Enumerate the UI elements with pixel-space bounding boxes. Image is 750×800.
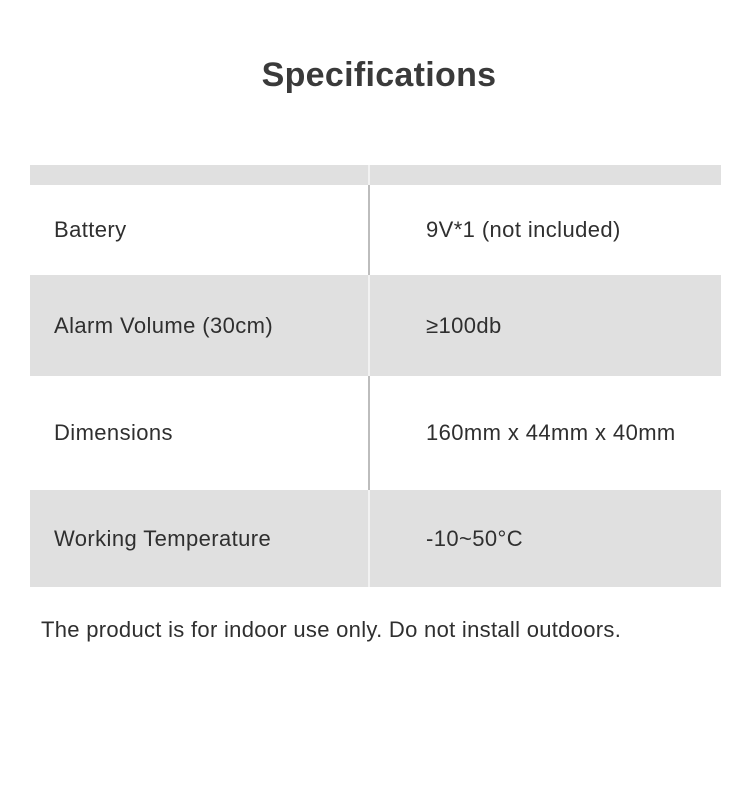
page-title: Specifications	[261, 56, 497, 94]
spec-label: Alarm Volume (30cm)	[30, 275, 370, 376]
table-row-working-temperature	[30, 490, 721, 587]
table-header-row	[30, 165, 721, 185]
spec-value: -10~50°C	[426, 525, 524, 551]
table-row-alarm-volume	[30, 275, 721, 376]
spec-label: Dimensions	[30, 376, 370, 490]
spec-label: Working Temperature	[30, 490, 370, 587]
header-cell-label	[30, 165, 370, 185]
spec-label: Battery	[30, 185, 370, 275]
spec-value: ≥100db	[426, 312, 502, 338]
indoor-use-note: The product is for indoor use only. Do not install outdoors.	[41, 617, 622, 642]
spec-value: 160mm x 44mm x 40mm	[426, 420, 676, 445]
table-row-dimensions	[30, 376, 721, 490]
table-row-battery	[30, 185, 721, 275]
header-cell-value	[370, 165, 721, 185]
spec-value: 9V*1 (not included)	[426, 217, 621, 242]
specifications-table	[30, 165, 721, 587]
